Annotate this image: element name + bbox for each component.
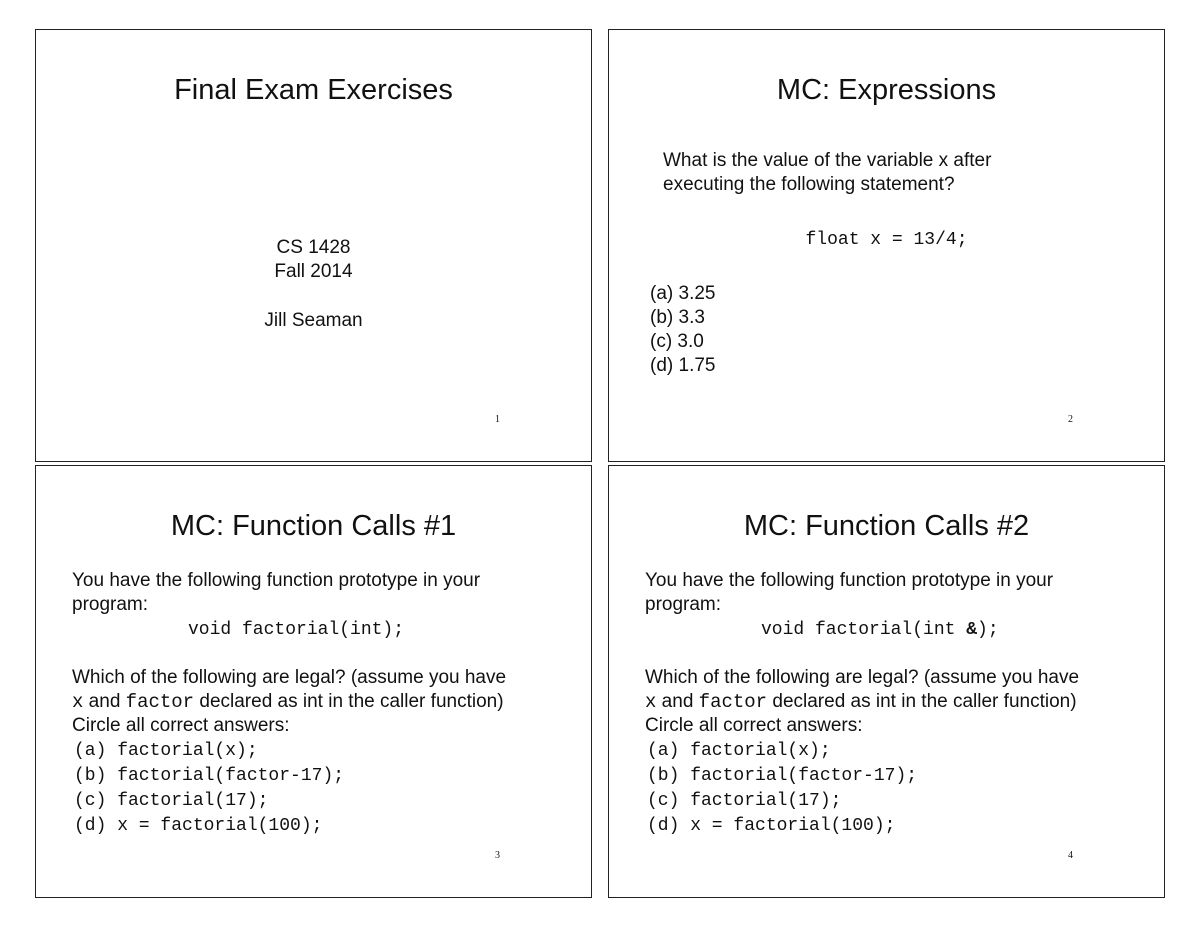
prototype-ampersand: & bbox=[966, 620, 978, 640]
course-term: Fall 2014 bbox=[274, 261, 353, 282]
option-b: (b) 3.3 bbox=[650, 307, 705, 328]
intro-line-1: You have the following function prototype in your bbox=[72, 570, 481, 591]
question-line-3: Circle all correct answers: bbox=[72, 715, 290, 736]
question-line-1: What is the value of the variable x after bbox=[663, 150, 992, 171]
question-line-2: executing the following statement? bbox=[663, 174, 955, 195]
question-line-1: Which of the following are legal? (assume you have bbox=[72, 667, 507, 688]
and-text: and bbox=[656, 691, 699, 712]
option-d: (d) x = factorial(100); bbox=[74, 816, 323, 836]
option-a: (a) factorial(x); bbox=[74, 741, 258, 761]
option-a: (a) 3.25 bbox=[650, 283, 716, 304]
page-number: 3 bbox=[495, 850, 500, 861]
page-number: 2 bbox=[1068, 414, 1073, 425]
question-line-2 bbox=[645, 690, 1077, 714]
question-line-2-rest: declared as int in the caller function) bbox=[194, 691, 504, 712]
function-prototype: void factorial(int); bbox=[188, 620, 405, 640]
intro-line-2: program: bbox=[645, 594, 722, 615]
intro-line-2: program: bbox=[72, 594, 149, 615]
var-x: x bbox=[645, 691, 657, 713]
prototype-pre: void factorial(int bbox=[761, 620, 967, 640]
option-c: (c) 3.0 bbox=[650, 331, 704, 352]
page-number: 1 bbox=[495, 414, 500, 425]
option-a: (a) factorial(x); bbox=[647, 741, 831, 761]
question-line-3: Circle all correct answers: bbox=[645, 715, 863, 736]
option-b: (b) factorial(factor-17); bbox=[74, 766, 345, 786]
slide-4 bbox=[608, 465, 1165, 898]
question-line-2-rest: declared as int in the caller function) bbox=[767, 691, 1077, 712]
option-d: (d) x = factorial(100); bbox=[647, 816, 896, 836]
slide-2 bbox=[608, 29, 1165, 462]
slide-title: MC: Function Calls #1 bbox=[170, 510, 457, 542]
option-b: (b) factorial(factor-17); bbox=[647, 766, 918, 786]
slide-1 bbox=[35, 29, 592, 462]
option-d: (d) 1.75 bbox=[650, 355, 716, 376]
slide-title: Final Exam Exercises bbox=[174, 74, 453, 106]
slide-3 bbox=[35, 465, 592, 898]
author-name: Jill Seaman bbox=[264, 310, 363, 331]
var-factor: factor bbox=[698, 691, 768, 713]
course-code: CS 1428 bbox=[276, 237, 351, 258]
slide-title: MC: Expressions bbox=[776, 74, 997, 106]
var-x: x bbox=[72, 691, 84, 713]
code-statement: float x = 13/4; bbox=[805, 230, 968, 250]
var-factor: factor bbox=[125, 691, 195, 713]
and-text: and bbox=[83, 691, 126, 712]
option-c: (c) factorial(17); bbox=[74, 791, 269, 811]
function-prototype bbox=[761, 618, 999, 642]
prototype-post: ); bbox=[977, 620, 999, 640]
page-number: 4 bbox=[1068, 850, 1073, 861]
intro-line-1: You have the following function prototype in your bbox=[645, 570, 1054, 591]
question-line-2 bbox=[72, 690, 504, 714]
option-c: (c) factorial(17); bbox=[647, 791, 842, 811]
question-line-1: Which of the following are legal? (assume you have bbox=[645, 667, 1080, 688]
slide-title: MC: Function Calls #2 bbox=[743, 510, 1030, 542]
